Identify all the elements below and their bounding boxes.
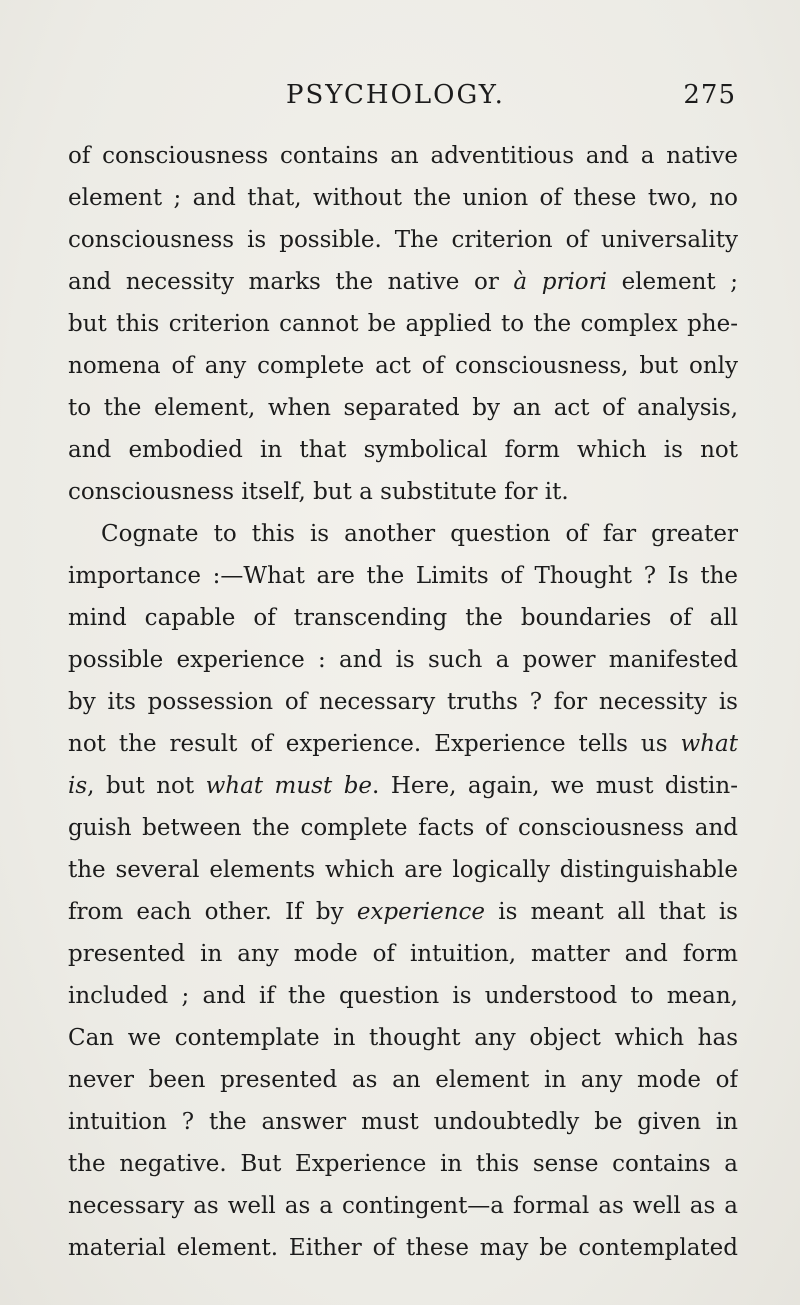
text-line — [68, 933, 738, 975]
italic-text: experience — [356, 899, 486, 925]
text-segment: presented in any mode of intuition, matter and form — [68, 941, 738, 967]
text-line — [68, 1059, 738, 1101]
text-line — [68, 639, 738, 681]
text-line — [68, 807, 738, 849]
italic-text: is — [68, 773, 88, 799]
text-line — [68, 303, 738, 345]
text-line — [68, 177, 738, 219]
italic-text: what must be — [205, 773, 373, 799]
text-segment: nomena of any complete act of consciousness, but only — [68, 353, 738, 379]
text-line — [68, 975, 738, 1017]
text-line — [68, 1101, 738, 1143]
text-line — [68, 849, 738, 891]
text-line — [68, 135, 738, 177]
text-segment: element ; — [607, 269, 738, 295]
text-segment: necessary as well as a contingent—a formal as well as a — [68, 1193, 738, 1219]
text-segment: element ; and that, without the union of these two, no — [68, 185, 738, 211]
text-segment: mind capable of transcending the boundaries of all — [68, 605, 738, 631]
text-line — [68, 219, 738, 261]
text-line — [68, 429, 738, 471]
text-segment: is meant all that is — [485, 899, 738, 925]
text-line — [68, 555, 738, 597]
text-line — [68, 765, 738, 807]
text-segment: to the element, when separated by an act of analysis, — [68, 395, 738, 421]
text-segment: Cognate to this is another question of far greater — [101, 521, 738, 547]
text-segment: included ; and if the question is understood to mean, — [68, 983, 738, 1009]
text-line — [68, 261, 738, 303]
text-segment: the negative. But Experience in this sense contains a — [68, 1151, 738, 1177]
italic-text: à priori — [513, 269, 607, 295]
text-line — [68, 1227, 738, 1269]
text-segment: the several elements which are logically distinguishable — [68, 857, 738, 883]
text-segment: importance :—What are the Limits of Thought ? Is the — [68, 563, 738, 589]
text-line — [68, 723, 738, 765]
text-line — [68, 681, 738, 723]
text-line — [68, 471, 738, 513]
text-segment: never been presented as an element in any mode of — [68, 1067, 738, 1093]
text-segment: and necessity marks the native or — [68, 269, 514, 295]
text-line — [68, 345, 738, 387]
text-segment: possible experience : and is such a power manifested — [68, 647, 738, 673]
text-line — [68, 1143, 738, 1185]
page-title: PSYCHOLOGY. — [286, 80, 505, 110]
italic-text: what — [680, 731, 738, 757]
text-segment: from each other. If by — [68, 899, 357, 925]
body-text — [68, 135, 738, 1269]
text-line — [68, 597, 738, 639]
text-line — [68, 387, 738, 429]
text-segment: consciousness is possible. The criterion of universality — [68, 227, 738, 253]
text-line — [68, 891, 738, 933]
text-line — [68, 513, 738, 555]
text-segment: guish between the complete facts of consciousness and — [68, 815, 738, 841]
text-segment: but this criterion cannot be applied to the complex phe- — [68, 311, 738, 337]
text-segment: by its possession of necessary truths ? for necessity is — [68, 689, 738, 715]
page-number: 275 — [683, 80, 736, 110]
text-segment: intuition ? the answer must undoubtedly be given in — [68, 1109, 738, 1135]
text-segment: . Here, again, we must distin- — [372, 773, 738, 799]
text-line — [68, 1017, 738, 1059]
text-line — [68, 1185, 738, 1227]
text-segment: consciousness itself, but a substitute for it. — [68, 479, 569, 505]
text-segment: , but not — [87, 773, 206, 799]
text-segment: Can we contemplate in thought any object which has — [68, 1025, 738, 1051]
text-segment: material element. Either of these may be contemplated — [68, 1235, 738, 1261]
text-segment: of consciousness contains an adventitious and a native — [68, 143, 738, 169]
running-head — [68, 80, 736, 120]
text-segment: not the result of experience. Experience tells us — [68, 731, 681, 757]
text-segment: and embodied in that symbolical form which is not — [68, 437, 738, 463]
